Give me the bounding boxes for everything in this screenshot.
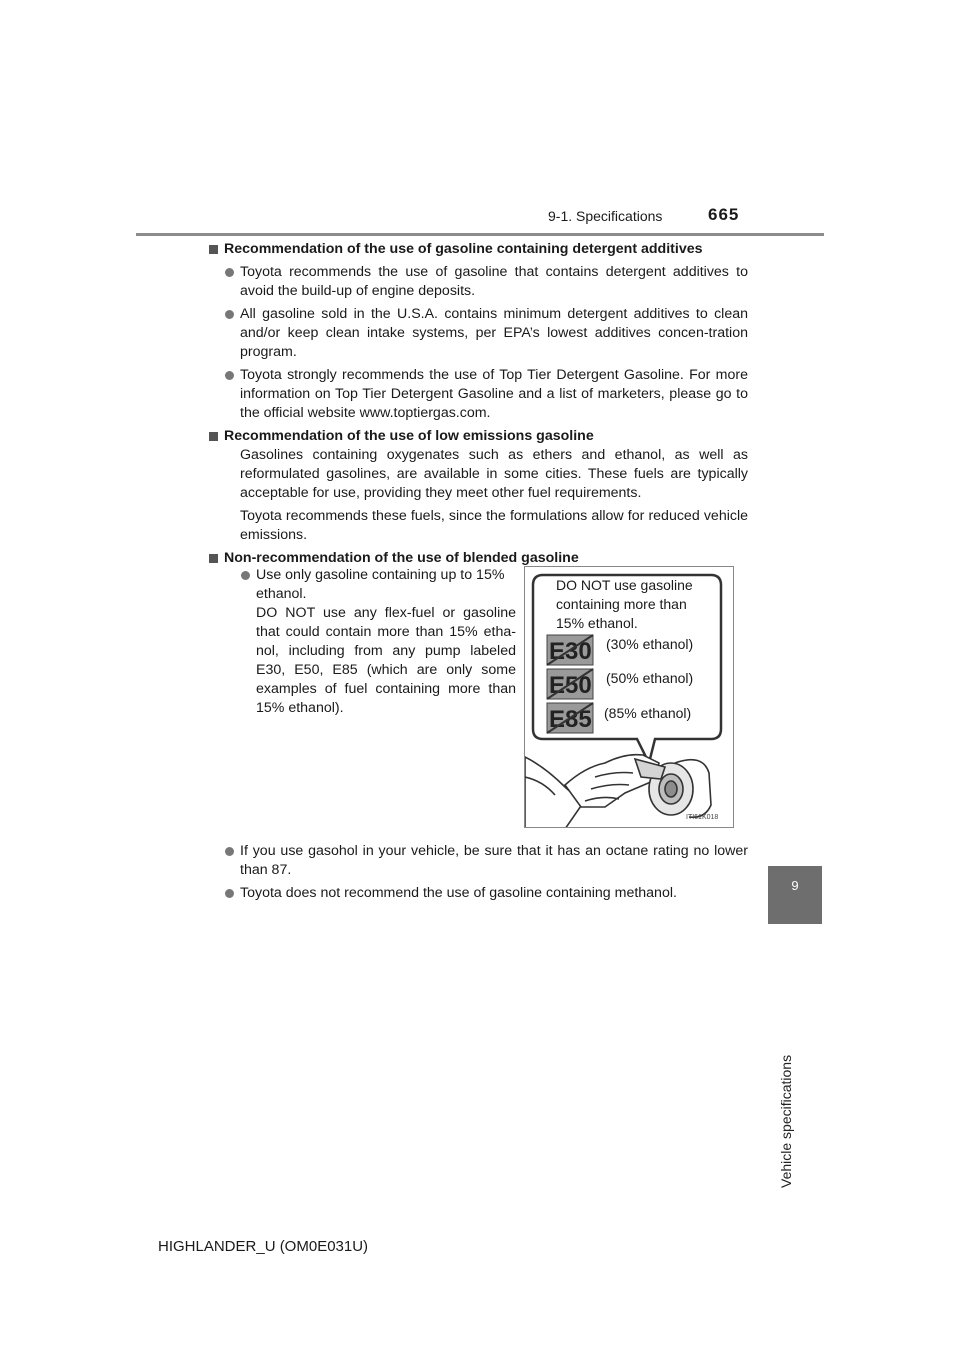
- chapter-tab-label: Vehicle specifications: [778, 1054, 794, 1188]
- paragraph-low-emissions-2: Toyota recommends these fuels, since the formulations allow for reduced vehicle emissions.: [240, 508, 748, 543]
- heading-low-emissions: Recommendation of the use of low emissions gasoline: [208, 427, 748, 446]
- label-e50: (50% ethanol): [606, 670, 694, 686]
- bullet-methanol: Toyota does not recommend the use of gasoline containing methanol.: [208, 884, 748, 903]
- svg-text:E50: E50: [549, 672, 592, 699]
- figure-code: ITI61K018: [686, 814, 719, 821]
- e30-badge: [547, 635, 593, 665]
- chapter-tab-label-wrap: [776, 958, 792, 1198]
- bullet-gasohol: If you use gasohol in your vehicle, be sure that it has an octane rating no lower than 87.: [208, 842, 748, 880]
- svg-text:E30: E30: [549, 638, 592, 665]
- main-content: [208, 240, 748, 568]
- bullet-blended-line1: Use only gasoline containing up to 15% ethanol.: [256, 567, 505, 602]
- paragraph-low-emissions-1: Gasolines containing oxygenates such as ethers and ethanol, as well as reformulated gasolines, are available in some cities. These fuels are typically acceptable for use, providing they meet other fuel requirements.: [240, 447, 748, 501]
- bullet-detergent-1: Toyota recommends the use of gasoline that contains detergent additives to avoid the build-up of engine deposits.: [208, 263, 748, 301]
- bullet-detergent-2: All gasoline sold in the U.S.A. contains minimum detergent additives to clean and/or keep clean intake systems, per EPA’s lowest additives concen-tration program.: [208, 305, 748, 362]
- e85-badge: [547, 703, 593, 733]
- label-e30: (30% ethanol): [606, 636, 694, 652]
- heading-detergent: Recommendation of the use of gasoline containing detergent additives: [208, 240, 748, 259]
- label-e85: (85% ethanol): [604, 705, 692, 721]
- chapter-tab: 9: [768, 866, 822, 924]
- section-title: 9-1. Specifications: [548, 208, 663, 224]
- heading-blended: Non-recommendation of the use of blended gasoline: [208, 549, 748, 568]
- svg-text:E85: E85: [549, 706, 592, 733]
- hand-nozzle-drawing: [525, 755, 711, 828]
- after-figure-content: [208, 842, 748, 903]
- e50-badge: [547, 669, 593, 699]
- header-rule: [136, 233, 824, 236]
- bullet-blended-line2: DO NOT use any flex-fuel or gasoline that could contain more than 15% etha-nol, including from any pump labeled E30, E50, E85 (which are only some examples of fuel containing more than 15% ethanol).: [256, 605, 516, 716]
- page-number: 665: [708, 205, 740, 224]
- figure-bubble-text: DO NOT use gasoline containing more than 15% ethanol.: [556, 577, 693, 631]
- blended-bullet-block: [240, 566, 516, 718]
- footer-model: HIGHLANDER_U (OM0E031U): [158, 1238, 369, 1255]
- bullet-detergent-3: Toyota strongly recommends the use of Top Tier Detergent Gasoline. For more information on Top Tier Detergent Gasoline and a list of marketers, please go to the official website www.toptiergas.com.: [208, 366, 748, 423]
- bullet-blended: [240, 566, 516, 718]
